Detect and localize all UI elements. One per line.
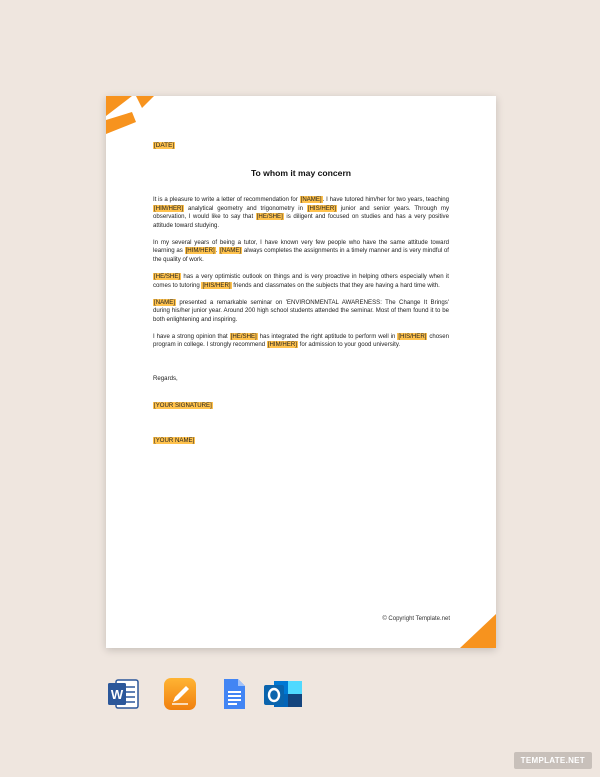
paragraph-4: [NAME] presented a remarkable seminar on 'ENVIRONMENTAL AWARENESS: The Change It Brings' during his/her junior year. Around 200 high school students attended the seminar. Most of them found it to be both enlightening and inspiring. (153, 298, 449, 323)
svg-text:W: W (110, 687, 124, 702)
paragraph-5: I have a strong opinion that [HE/SHE] has integrated the right aptitude to perform well in [HIS/HER] chosen program in college. I strongly recommend [HIM/HER] for admission to your good university. (153, 332, 450, 349)
closing-regards: Regards, (153, 375, 178, 382)
pages-icon[interactable] (163, 677, 197, 711)
signature-placeholder: [YOUR SIGNATURE] (154, 402, 212, 409)
date-placeholder: [DATE] (154, 142, 175, 149)
google-docs-icon[interactable] (217, 677, 251, 711)
paragraph-3: [HE/SHE] has a very optimistic outlook on things and is very proactive in helping others especially when it comes to tutoring [HIS/HER] friends and classmates on the subjects that they are having a hard time with. (153, 272, 449, 289)
word-icon[interactable] (106, 677, 140, 711)
letter-page (106, 96, 496, 648)
brand-badge: TEMPLATE.NET (514, 752, 592, 769)
bottom-right-decoration (446, 598, 496, 648)
paragraph-1: It is a pleasure to write a letter of recommendation for [NAME]. I have tutored him/her for two years, teaching [HIM/HER] analytical geometry and trigonometry in [HIS/HER] junior and senior years. Through my observation, I would like to say that [HE/SHE] is diligent and focused on studies and has a very positive attitude toward studying. (153, 196, 449, 229)
paragraph-2: In my several years of being a tutor, I have known very few people who have the same attitude toward learning as [HIM/HER]. [NAME] always completes the assignments in a timely manner and is very mindful of the quality of work. (153, 238, 450, 263)
letter-body (153, 196, 449, 358)
letter-title: To whom it may concern (250, 168, 352, 178)
outlook-icon[interactable] (262, 677, 304, 711)
name-placeholder: [YOUR NAME] (154, 437, 195, 444)
copyright-notice: © Copyright Template.net (382, 616, 450, 622)
